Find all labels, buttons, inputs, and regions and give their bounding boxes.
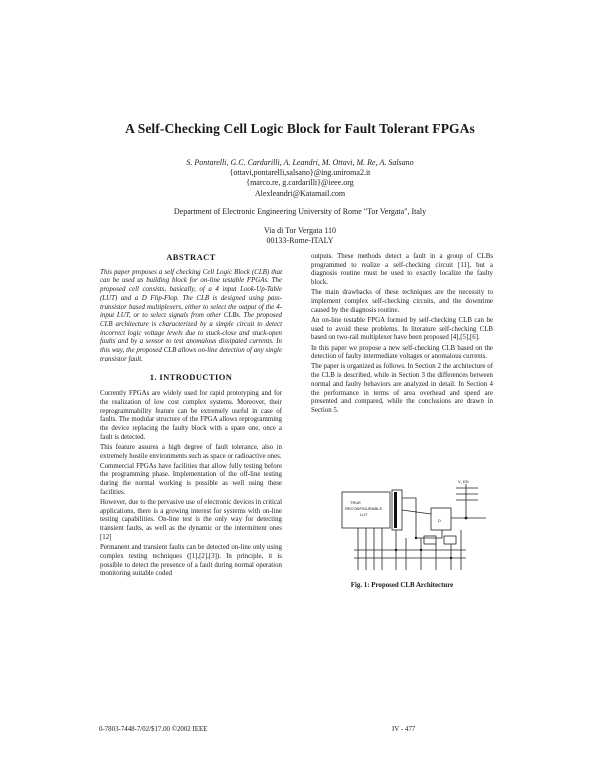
- body-paragraph: The main drawbacks of these techniques are the necessity to implement complex self-checking circuits, and the downtime caused by the diagnosis routine.: [311, 289, 493, 314]
- abstract-heading: ABSTRACT: [166, 252, 216, 262]
- figure-label: D: [438, 518, 441, 523]
- address-line: Via di Tor Vergata 110: [264, 226, 336, 235]
- figure-caption: Fig. 1: Proposed CLB Architecture: [350, 582, 454, 589]
- address-line: 00133-Rome-ITALY: [266, 235, 334, 245]
- figure-label: V_DD: [458, 479, 469, 484]
- footer-copyright: 0-7803-7448-7/02/$17.00 ©2002 IEEE: [99, 726, 208, 733]
- author-email: {marco.re, g.cardarilli}@ieee.org: [246, 178, 354, 188]
- left-column: [100, 253, 282, 580]
- abstract-text: This paper proposes a self checking Cell Logic Block (CLB) that can be used as building block for on-line testable FPGAs. The proposed cell consists, basically, of a 4 input Look-Up-Table (LUT) and a D Flip-Flop. The CLB is designed using pass-transistor based multiplexers, either to select the output of the 4-input LUT, or to select signals from other CLBs. The proposed CLB architecture is characterized by a simple circuit to detect incorrect logic voltage levels due to stuck-close and stuck-open faults and by a sensor to test anomalous dissipated currents. In this way, the proposed CLB allows on-line detection of any single transistor fault.: [100, 268, 282, 363]
- body-paragraph: This feature assures a high degree of fault tolerance, also in extremely hostile environments such as space or radioactive ones.: [100, 443, 282, 460]
- body-paragraph: However, due to the pervasive use of electronic devices in critical applications, there is a growing interest for systems with on-line testing capabilities. On-line test is the only way for detecting transient faults, as well as the dynamic or the intermittent ones [12]: [100, 499, 282, 541]
- body-paragraph: outputs. These methods detect a fault in a group of CLBs programmed to realize a self-checking circuit [11], but a diagnosis routine must be used to exactly localize the faulty block.: [311, 253, 493, 287]
- clb-architecture-figure: [336, 478, 492, 578]
- body-paragraph: The paper is organized as follows. In Section 2 the architecture of the CLB is described, while in Section 3 the differences between normal and faulty behaviors are analyzed in detail. In Section 4 the performance in terms of area overhead and speed are presented and compared, while the conclusions are drawn in Section 5.: [311, 363, 493, 414]
- body-paragraph: In this paper we propose a new self-checking CLB based on the detection of faulty intermediate voltages or anomalous currents.: [311, 344, 493, 361]
- author-block: [120, 158, 480, 199]
- address-block: [150, 226, 450, 245]
- page-number: IV - 477: [392, 726, 416, 733]
- figure-label: RECONFIGURABLE: [345, 506, 383, 511]
- body-paragraph: An on-line testable FPGA formed by self-checking CLB can be used to avoid these problems. In literature self-checking CLB based on two-rail multiplexer have been proposed [4],[5],[6].: [311, 316, 493, 342]
- figure-label: TRUE: [350, 500, 361, 505]
- author-email: Alexleandri@Katamail.com: [254, 188, 346, 198]
- body-paragraph: Commercial FPGAs have facilities that allow fully testing before the programming phase. Implementation of the off-line testing during the normal working is possible as well using these facilities.: [100, 462, 282, 496]
- author-email: {ottavi,pontarelli,salsano}@ing.uniroma2.it: [229, 168, 371, 178]
- body-paragraph: Currently FPGAs are widely used for rapid prototyping and for the realization of low cost complex systems. Moreover, their reprogrammability feature can be extremely useful in case of faults. The modular structure of the FPGA allows reprogramming the device replacing the faulty block with a spare one, once a fault is detected.: [100, 390, 282, 441]
- paper-title: A Self-Checking Cell Logic Block for Fault Tolerant FPGAs: [125, 121, 475, 136]
- introduction-heading: 1. INTRODUCTION: [149, 372, 233, 383]
- right-column: [311, 253, 493, 417]
- author-names: S. Pontarelli, G.C. Cardarilli, A. Leandri, M. Ottavi, M. Re, A. Salsano: [186, 158, 414, 167]
- body-paragraph: Permanent and transient faults can be detected on-line only using complex testing techniques ([1],[2],[3]). In principle, it is possible to detect the presence of a fault during normal operation monitoring suitable coded: [100, 544, 282, 578]
- figure-label: LUT: [360, 512, 368, 517]
- department: Department of Electronic Engineering University of Rome "Tor Vergata", Italy: [173, 207, 427, 216]
- flipflop-block: [431, 508, 451, 530]
